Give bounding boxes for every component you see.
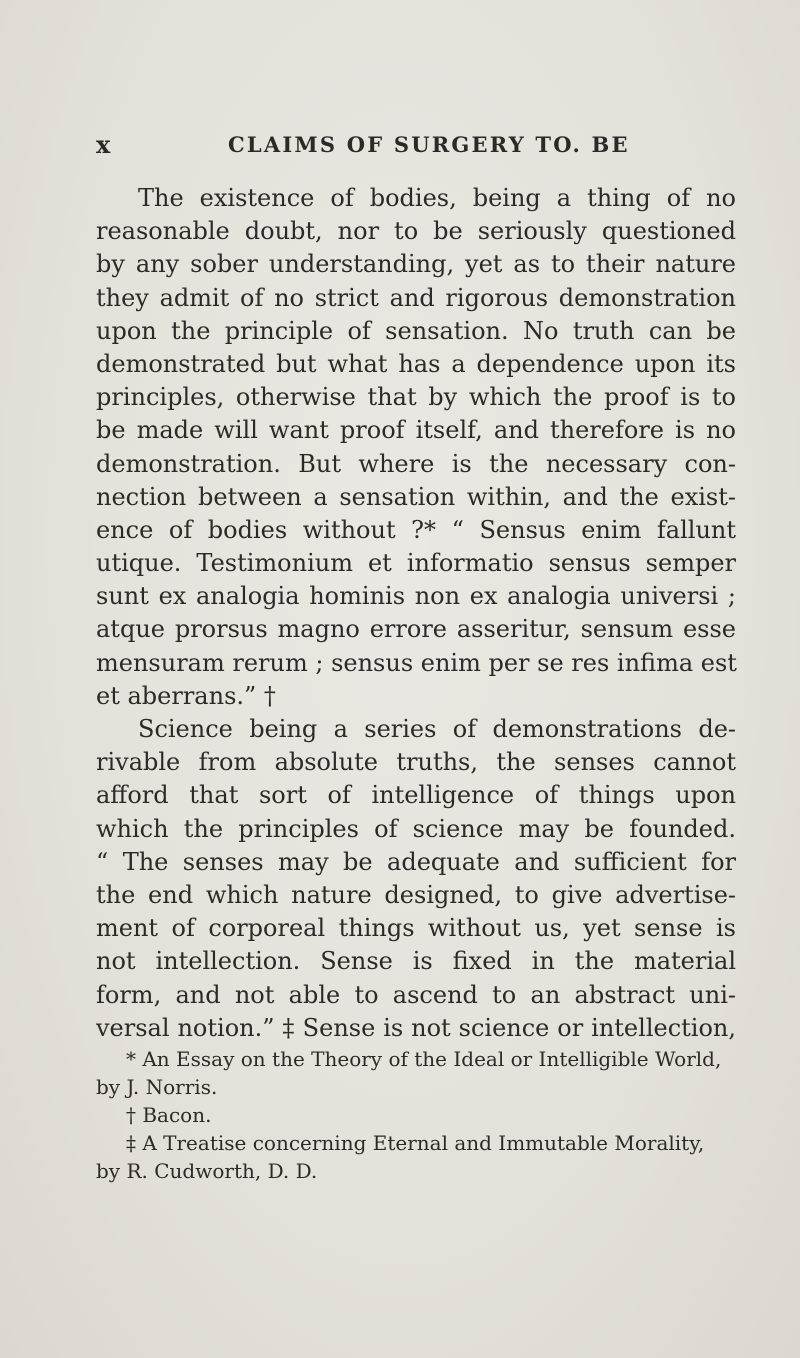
- text-line: Science being a series of demonstrations de-: [138, 715, 736, 743]
- body-text: [96, 182, 736, 1045]
- text-line: The existence of bodies, being a thing of no: [138, 184, 736, 212]
- page-number: x: [96, 130, 112, 159]
- text-line: reasonable doubt, nor to be seriously questioned: [96, 217, 736, 246]
- footnote-1-line-2: by J. Norris.: [96, 1075, 218, 1099]
- text-line: by any sober understanding, yet as to their nature: [96, 250, 736, 279]
- footnote-2: † Bacon.: [126, 1103, 212, 1127]
- text-line: ence of bodies without ?* “ Sensus enim fallunt: [96, 515, 736, 544]
- running-head: CLAIMS OF SURGERY TO. BE: [228, 132, 630, 157]
- text-line: be made will want proof itself, and therefore is no: [96, 416, 736, 445]
- page-header: [96, 130, 736, 170]
- text-line: nection between a sensation within, and the exist-: [96, 482, 736, 511]
- footnote-3-line-1: ‡ A Treatise concerning Eternal and Immutable Morality,: [126, 1131, 705, 1155]
- text-line: which the principles of science may be founded.: [96, 814, 736, 843]
- text-line: sunt ex analogia hominis non ex analogia universi ;: [96, 582, 736, 611]
- text-line: they admit of no strict and rigorous demonstration: [96, 283, 736, 312]
- text-line: upon the principle of sensation. No truth can be: [96, 316, 736, 345]
- text-line: form, and not able to ascend to an abstract uni-: [96, 980, 736, 1009]
- text-line: demonstrated but what has a dependence upon its: [96, 349, 736, 378]
- footnote-3-line-2: by R. Cudworth, D. D.: [96, 1159, 318, 1183]
- text-line: et aberrans.” †: [96, 681, 276, 710]
- text-line: atque prorsus magno errore asseritur, sensum esse: [96, 615, 736, 644]
- footnotes: [96, 1045, 736, 1185]
- text-line: principles, otherwise that by which the proof is to: [96, 383, 736, 412]
- text-line: afford that sort of intelligence of things upon: [96, 781, 736, 810]
- text-line: not intellection. Sense is fixed in the material: [96, 947, 736, 976]
- footnote-1-line-1: * An Essay on the Theory of the Ideal or Intelligible World,: [126, 1047, 722, 1071]
- text-line: the end which nature designed, to give advertise-: [96, 880, 736, 909]
- text-line: rivable from absolute truths, the senses cannot: [96, 748, 736, 777]
- text-line: utique. Testimonium et informatio sensus semper: [96, 549, 736, 578]
- text-line: demonstration. But where is the necessary con-: [96, 449, 736, 478]
- text-line: versal notion.” ‡ Sense is not science or intellection,: [96, 1013, 736, 1042]
- text-line: mensuram rerum ; sensus enim per se res infima est: [96, 648, 737, 677]
- text-line: ment of corporeal things without us, yet sense is: [96, 914, 736, 943]
- text-line: “ The senses may be adequate and sufficient for: [96, 847, 736, 876]
